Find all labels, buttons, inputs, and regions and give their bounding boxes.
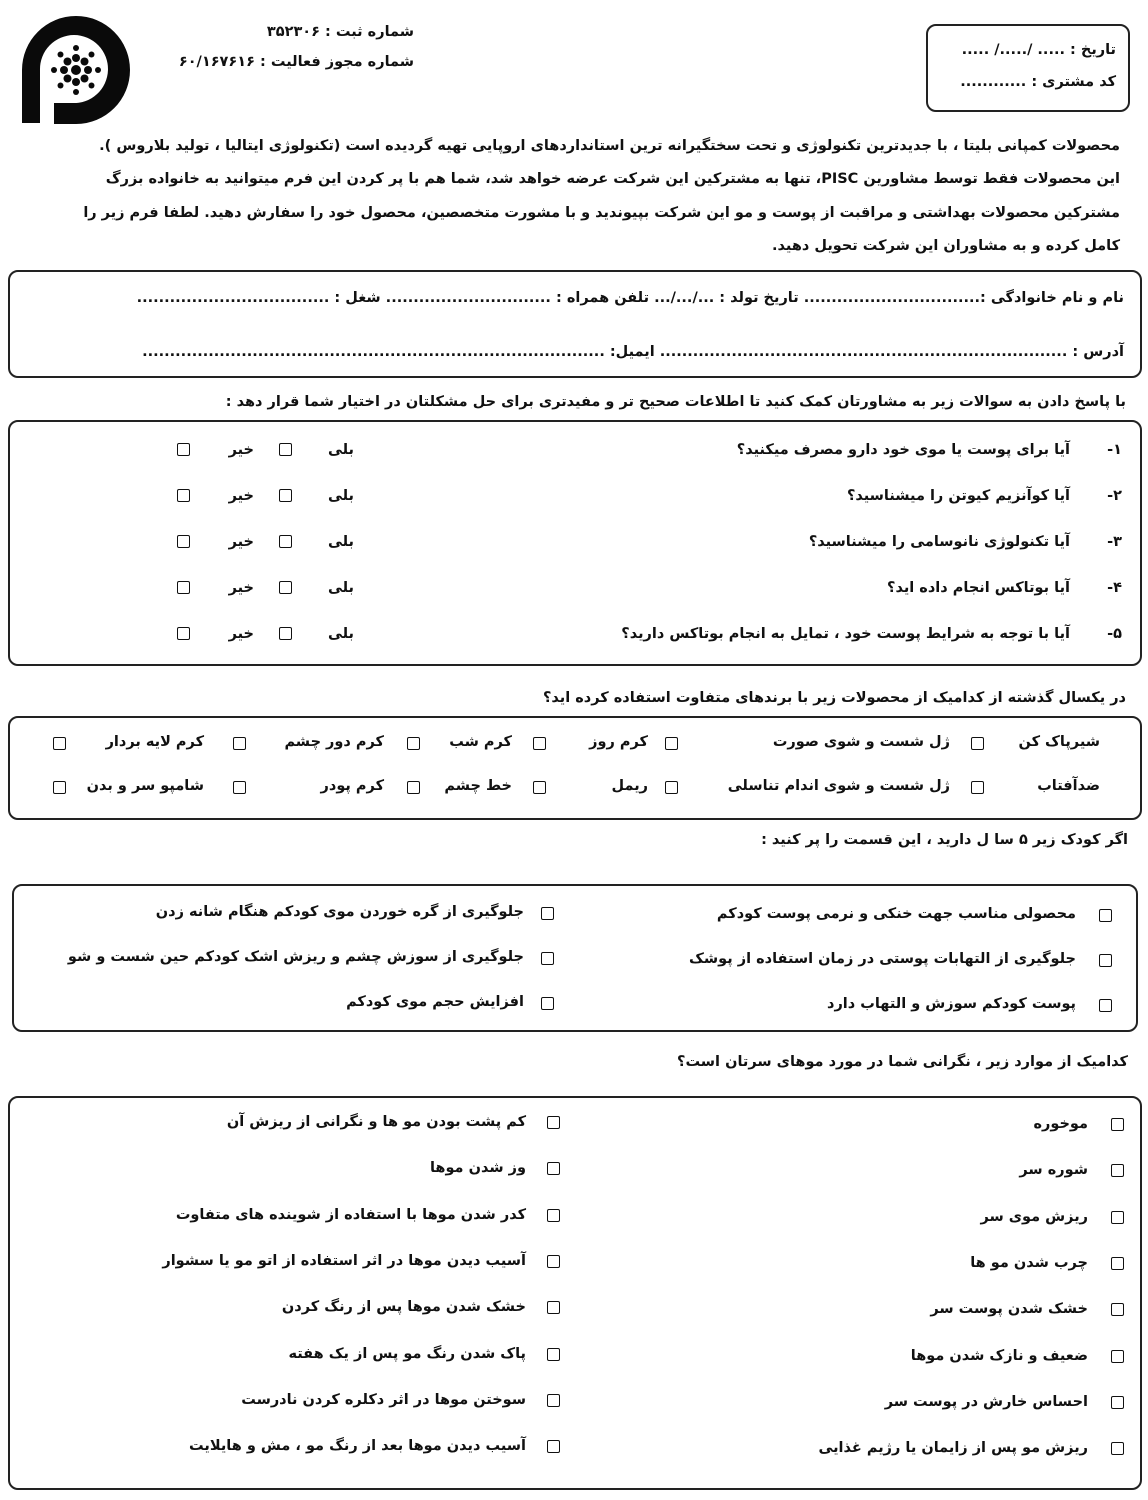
child-option-label: محصولی مناسب جهت خنکی و نرمی پوست کودکم <box>716 906 1076 922</box>
hair-option-label: آسیب دیدن موها بعد از رنگ مو ، مش و هایلایت <box>189 1438 526 1455</box>
personal-info-line-2[interactable]: آدرس : .......................................................................... ایمیل: .................................................................................... <box>142 344 1124 360</box>
yes-label: بلی <box>327 580 354 596</box>
hair-option-checkbox[interactable] <box>1111 1211 1124 1224</box>
customer-code-field[interactable]: کد مشتری : ............ <box>960 74 1116 90</box>
yes-label: بلی <box>327 626 354 642</box>
no-checkbox[interactable] <box>177 535 190 548</box>
products-title: در یکسال گذشته از کدامیک از محصولات زیر با برندهای متفاوت استفاده کرده اید؟ <box>542 690 1126 706</box>
hair-option-checkbox[interactable] <box>1111 1303 1124 1316</box>
child-option-label: جلوگیری از التهابات پوستی در زمان استفاده از پوشک <box>689 951 1076 967</box>
hair-option-label: ریزش مو پس از زایمان یا رژیم غذایی <box>818 1440 1088 1457</box>
no-checkbox[interactable] <box>177 489 190 502</box>
hair-option-label: کدر شدن موها با استفاده از شوینده های متفاوت <box>175 1206 526 1223</box>
child-option-checkbox[interactable] <box>541 907 554 920</box>
child-option-label: جلوگیری از گره خوردن موی کودکم هنگام شانه زدن <box>155 904 524 920</box>
product-option-label: شیرپاک کن <box>1018 734 1100 750</box>
child-option-checkbox[interactable] <box>1099 909 1112 922</box>
hair-option-checkbox[interactable] <box>547 1255 560 1268</box>
yes-label: بلی <box>327 488 354 504</box>
no-label: خیر <box>228 534 254 550</box>
questions-box <box>8 420 1142 666</box>
question-text: آیا با توجه به شرایط پوست خود ، تمایل به انجام بوتاکس دارید؟ <box>621 626 1070 642</box>
date-code-box <box>926 24 1130 112</box>
hair-option-label: پاک شدن رنگ مو پس از یک هفته <box>288 1345 526 1362</box>
hair-option-label: چرب شدن مو ها <box>970 1254 1088 1271</box>
question-number: ۲- <box>1107 488 1122 504</box>
intro-line-4: کامل کرده و به مشاوران این شرکت تحویل دهید. <box>772 238 1120 254</box>
product-option-checkbox[interactable] <box>971 781 984 794</box>
hair-option-label: خشک شدن پوست سر <box>930 1301 1088 1318</box>
intro-line-1: محصولات کمپانی بلیتا ، با جدیدترین تکنولوژی و تحت سختگیرانه ترین استانداردهای اروپایی تهیه گردیده است (تکنولوژی ایتالیا ، تولید بلاروس ). <box>99 138 1120 154</box>
product-option-label: کرم پودر <box>320 778 384 794</box>
product-option-checkbox[interactable] <box>533 781 546 794</box>
yes-label: بلی <box>327 442 354 458</box>
registration-number: شماره ثبت : ۳۵۲۳۰۶ <box>266 24 414 40</box>
no-label: خیر <box>228 488 254 504</box>
hair-option-label: احساس خارش در پوست سر <box>884 1393 1088 1410</box>
hair-option-label: کم پشت بودن مو ها و نگرانی از ریزش آن <box>226 1114 526 1130</box>
hair-option-checkbox[interactable] <box>1111 1257 1124 1270</box>
personal-info-box <box>8 270 1142 378</box>
question-text: آیا برای پوست یا موی خود دارو مصرف میکنید؟ <box>736 442 1070 458</box>
hair-option-checkbox[interactable] <box>1111 1396 1124 1409</box>
no-checkbox[interactable] <box>177 443 190 456</box>
question-number: ۳- <box>1107 534 1122 550</box>
child-option-checkbox[interactable] <box>541 952 554 965</box>
no-checkbox[interactable] <box>177 581 190 594</box>
product-option-checkbox[interactable] <box>407 737 420 750</box>
question-number: ۴- <box>1107 580 1122 596</box>
child-option-checkbox[interactable] <box>1099 999 1112 1012</box>
product-option-checkbox[interactable] <box>971 737 984 750</box>
hair-option-checkbox[interactable] <box>547 1301 560 1314</box>
hair-option-checkbox[interactable] <box>547 1162 560 1175</box>
hair-title: کدامیک از موارد زیر ، نگرانی شما در مورد موهای سرتان است؟ <box>677 1054 1128 1070</box>
product-option-checkbox[interactable] <box>407 781 420 794</box>
hair-option-label: خشک شدن موها پس از رنگ کردن <box>281 1299 526 1316</box>
product-option-label: ژل شست و شوی صورت <box>772 734 950 750</box>
product-option-label: کرم شب <box>449 734 512 750</box>
product-option-label: خط چشم <box>444 778 512 794</box>
hair-box <box>8 1096 1142 1490</box>
license-number: شماره مجوز فعالیت : ۶۰/۱۶۷۶۱۶ <box>178 54 414 70</box>
personal-info-line-1[interactable]: نام و نام خانوادگی :................................ تاریخ تولد : .../.../... تلفن همراه : .............................. شغل : ................................... <box>136 290 1124 306</box>
hair-option-label: ریزش موی سر <box>980 1208 1088 1225</box>
hair-option-label: شوره سر <box>1019 1162 1088 1179</box>
hair-option-checkbox[interactable] <box>547 1209 560 1222</box>
child-box <box>12 884 1138 1032</box>
product-option-checkbox[interactable] <box>665 737 678 750</box>
product-option-checkbox[interactable] <box>233 737 246 750</box>
question-number: ۱- <box>1107 442 1122 458</box>
question-number: ۵- <box>1107 626 1122 642</box>
product-option-checkbox[interactable] <box>533 737 546 750</box>
product-option-label: کرم لایه بردار <box>105 734 204 750</box>
intro-line-3: مشترکین محصولات بهداشتی و مراقبت از پوست و مو این شرکت بپیوندید و با مشورت متخصصین، محصول خود را سفارش دهید. لطفا فرم زیر را <box>83 205 1120 221</box>
hair-option-label: موخوره <box>1033 1116 1088 1132</box>
intro-line-2: این محصولات فقط توسط مشاورین PISC، تنها به مشترکین این شرکت عرضه خواهد شد، شما هم با پر کردن این فرم میتوانید به خانواده بزرگ <box>105 171 1120 187</box>
child-option-label: پوست کودکم سوزش و التهاب دارد <box>827 996 1076 1012</box>
questions-intro: با پاسخ دادن به سوالات زیر به مشاورتان کمک کنید تا اطلاعات صحیح تر و مفیدتری برای حل مشکلتان در اختیار شما قرار دهد : <box>225 394 1126 410</box>
child-option-label: افزایش حجم موی کودکم <box>346 994 524 1010</box>
no-label: خیر <box>228 442 254 458</box>
yes-checkbox[interactable] <box>279 443 292 456</box>
child-option-label: جلوگیری از سوزش چشم و ریزش اشک کودکم حین شست و شو <box>67 949 524 965</box>
yes-checkbox[interactable] <box>279 581 292 594</box>
date-field[interactable]: تاریخ : ..... /...../ ..... <box>961 42 1116 58</box>
yes-checkbox[interactable] <box>279 627 292 640</box>
yes-checkbox[interactable] <box>279 489 292 502</box>
products-box <box>8 716 1142 820</box>
product-option-label: کرم روز <box>589 734 648 750</box>
no-label: خیر <box>228 626 254 642</box>
hair-option-checkbox[interactable] <box>547 1394 560 1407</box>
product-option-checkbox[interactable] <box>233 781 246 794</box>
hair-option-label: آسیب دیدن موها در اثر استفاده از اتو مو یا سشوار <box>162 1252 526 1269</box>
yes-checkbox[interactable] <box>279 535 292 548</box>
product-option-label: ضدآفتاب <box>1037 778 1100 794</box>
yes-label: بلی <box>327 534 354 550</box>
hair-option-checkbox[interactable] <box>547 1116 560 1129</box>
product-option-label: ریمل <box>611 778 648 794</box>
child-title: اگر کودک زیر ۵ سا ل دارید ، این قسمت را پر کنید : <box>761 832 1128 848</box>
child-option-checkbox[interactable] <box>541 997 554 1010</box>
hair-option-checkbox[interactable] <box>1111 1118 1124 1131</box>
hair-option-checkbox[interactable] <box>547 1440 560 1453</box>
company-logo-icon <box>14 15 138 125</box>
hair-option-label: ضعیف و نازک شدن موها <box>910 1347 1088 1364</box>
hair-option-checkbox[interactable] <box>1111 1350 1124 1363</box>
hair-option-checkbox[interactable] <box>1111 1442 1124 1455</box>
hair-option-label: سوختن موها در اثر دکلره کردن نادرست <box>241 1391 526 1408</box>
hair-option-checkbox[interactable] <box>1111 1164 1124 1177</box>
product-option-checkbox[interactable] <box>665 781 678 794</box>
product-option-checkbox[interactable] <box>53 781 66 794</box>
question-text: آیا تکنولوژی نانوسامی را میشناسید؟ <box>808 534 1070 550</box>
question-text: آیا بوتاکس انجام داده اید؟ <box>887 580 1070 596</box>
question-text: آیا کوآنزیم کیوتن را میشناسید؟ <box>846 488 1070 504</box>
no-label: خیر <box>228 580 254 596</box>
no-checkbox[interactable] <box>177 627 190 640</box>
child-option-checkbox[interactable] <box>1099 954 1112 967</box>
product-option-label: ژل شست و شوی اندام تناسلی <box>727 778 950 794</box>
product-option-checkbox[interactable] <box>53 737 66 750</box>
product-option-label: شامپو سر و بدن <box>86 778 204 794</box>
hair-option-label: وز شدن موها <box>429 1160 526 1177</box>
hair-option-checkbox[interactable] <box>547 1348 560 1361</box>
product-option-label: کرم دور چشم <box>284 734 384 750</box>
